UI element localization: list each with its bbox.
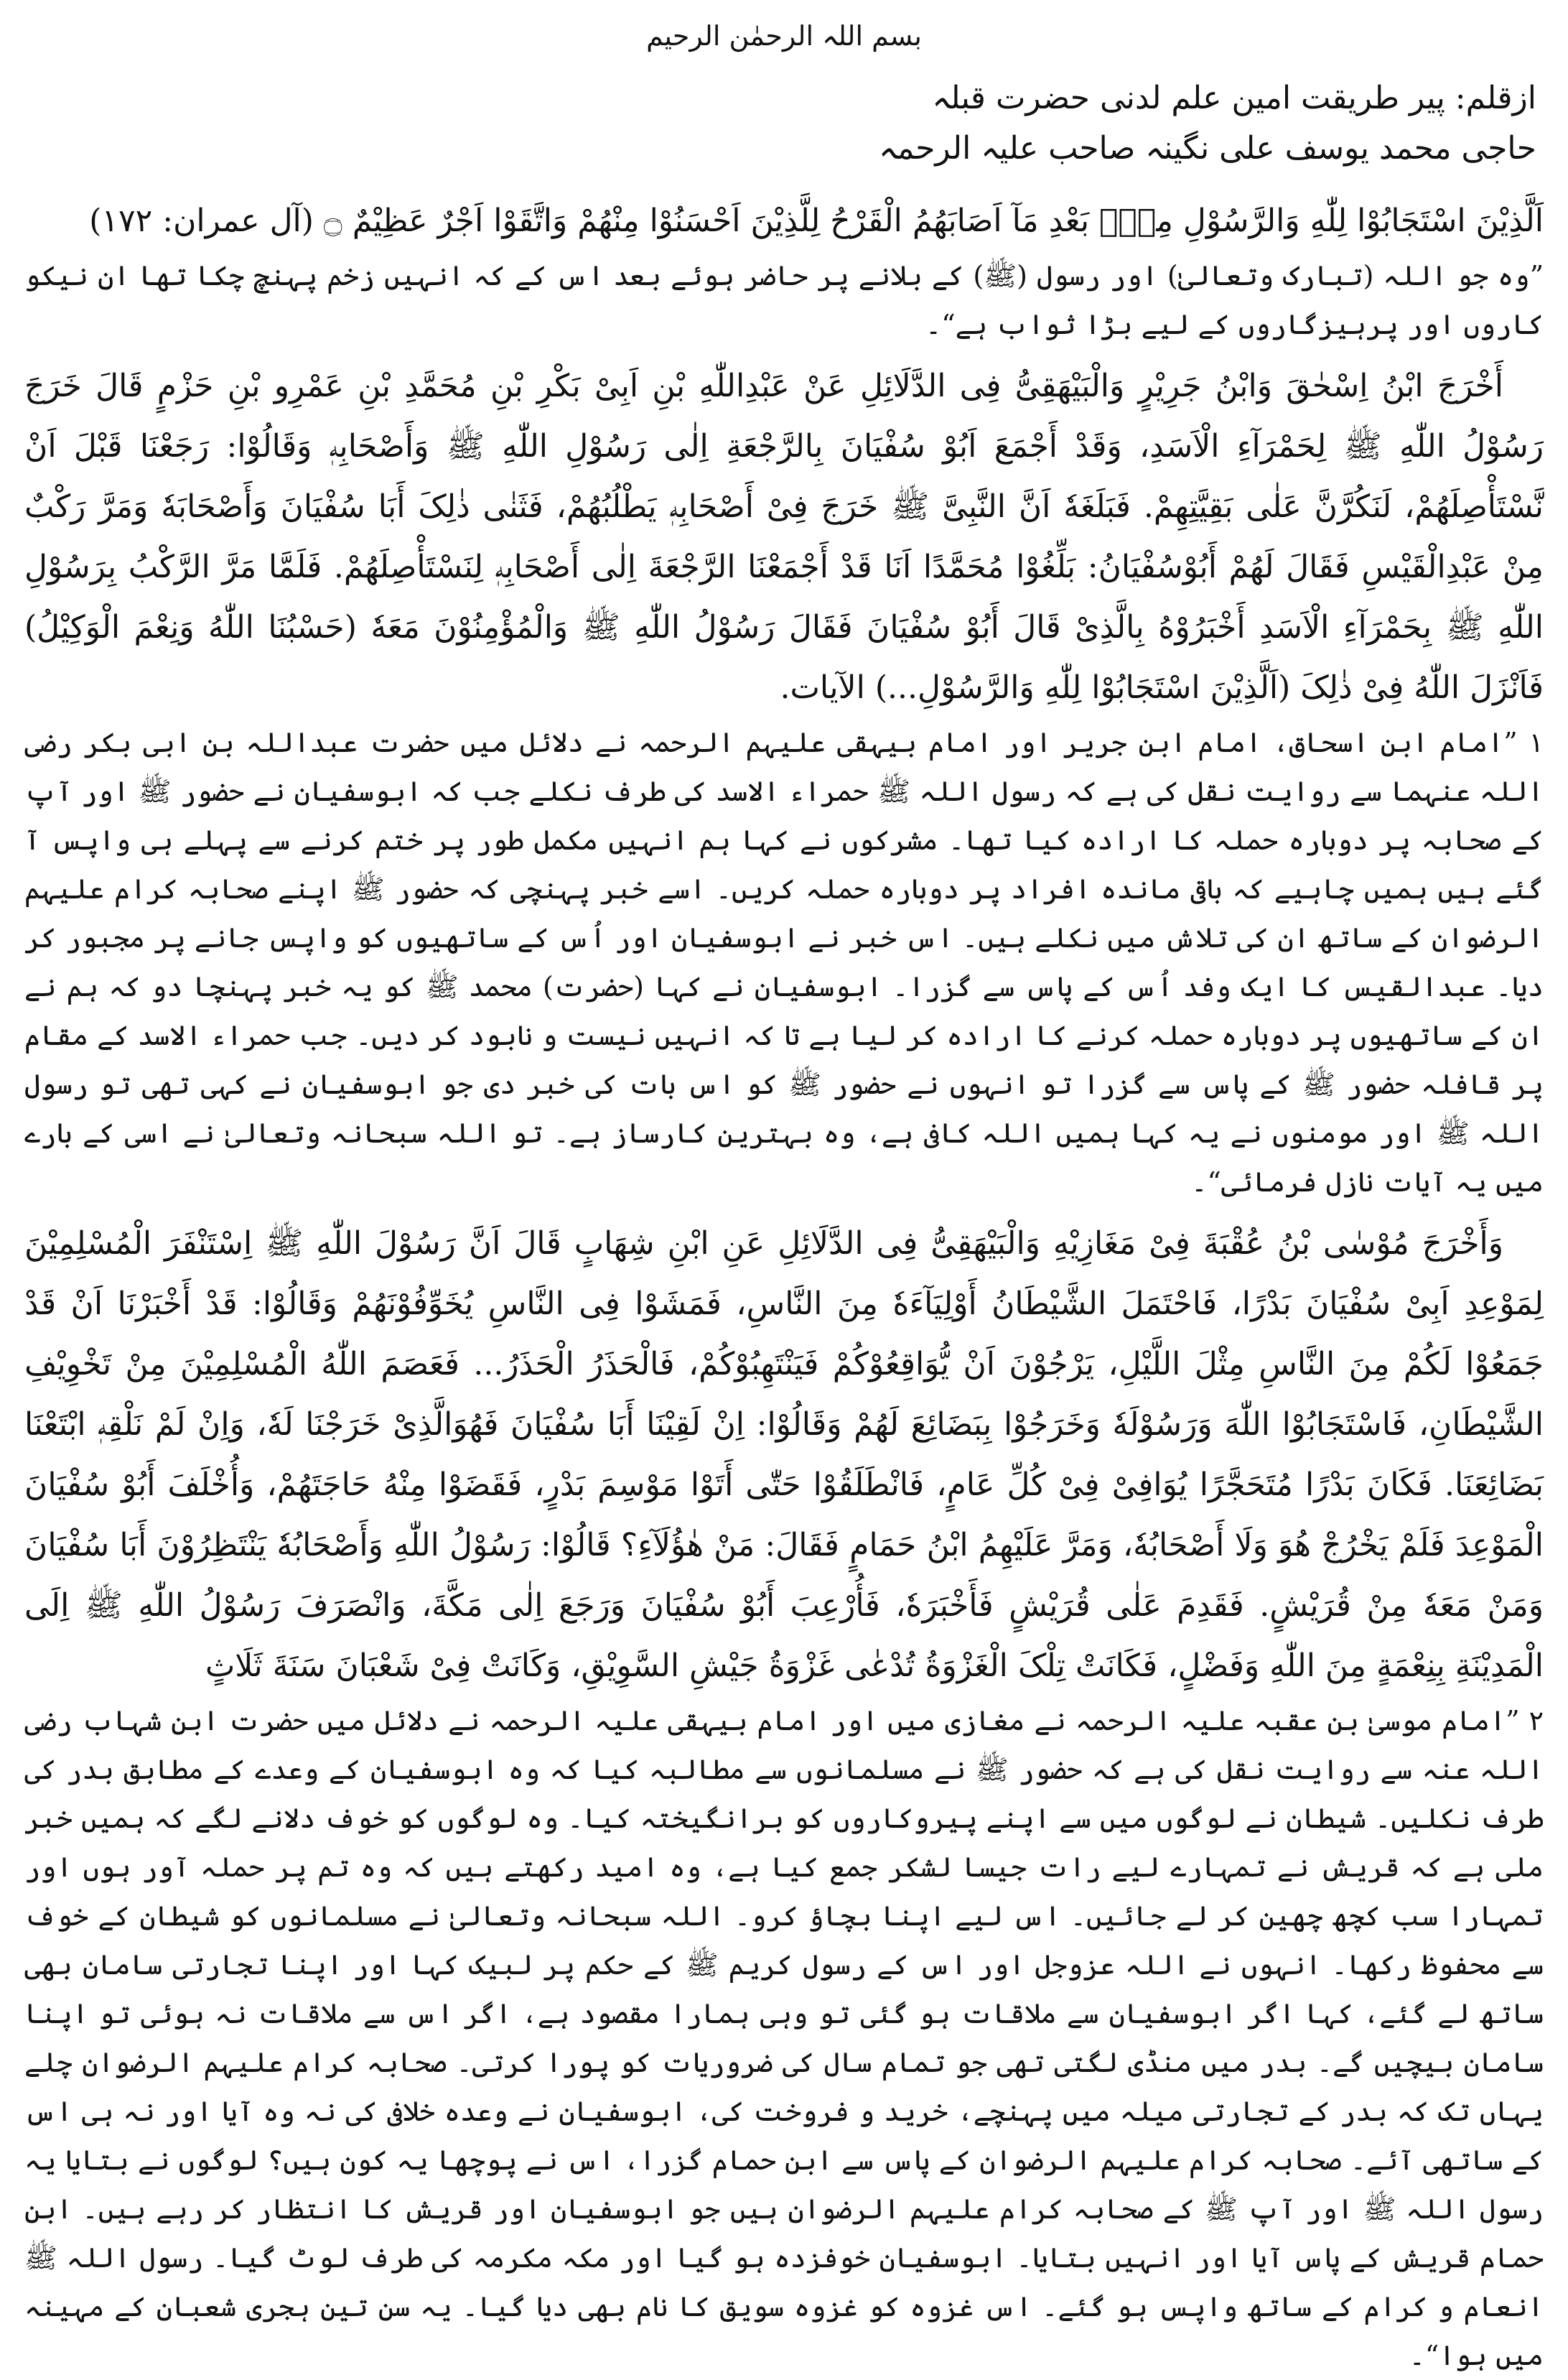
narration-1-arabic: أَخْرَجَ ابْنُ اِسْحٰقَ وَابْنُ جَرِیْرٍ وَالْبَیْهَقِیُّ فِی الدَّلَائِلِ عَنْ عَبْدِاللّٰهِ بْنِ اَبِیْ بَکْرِ بْنِ مُحَمَّدِ بْنِ عَمْرِو بْنِ حَزْمٍ قَالَ خَرَجَ رَسُوْلُ اللّٰهِ ﷺ لِحَمْرَآءِ الْاَسَدِ، وَقَدْ أَجْمَعَ اَبُوْ سُفْیَانَ بِالرَّجْعَةِ اِلٰی رَسُوْلِ اللّٰهِ ﷺ وَأَصْحَابِهٖ وَقَالُوْا: رَجَعْنَا قَبْلَ اَنْ نَّسْتَأْصِلَهُمْ، لَنَکُرَّنَّ عَلٰی بَقِیَّتِهِمْ. فَبَلَغَهٗ اَنَّ النَّبِیَّ ﷺ خَرَجَ فِیْ أَصْحَابِهٖ یَطْلُبُهُمْ، فَثَنٰی ذٰلِکَ أَبَا سُفْیَانَ وَأَصْحَابَهٗ وَمَرَّ رَکْبٌ مِنْ عَبْدِالْقَیْسِ فَقَالَ لَهُمْ أَبُوْسُفْیَانُ: بَلِّغُوْا مُحَمَّدًا اَنَا قَدْ أَجْمَعْنَا الرَّجْعَةَ اِلٰی أَصْحَابِهٖ لِنَسْتَأْصِلَهُمْ. فَلَمَّا مَرَّ الرَّکْبُ بِرَسُوْلِ اللّٰهِ ﷺ بِحَمْرَآءِ الْاَسَدِ أَخْبَرُوْهُ بِالَّذِیْ قَالَ أَبُوْ سُفْیَانَ فَقَالَ رَسُوْلُ اللّٰهِ ﷺ وَالْمُؤْمِنُوْنَ مَعَهٗ (حَسْبُنَا اللّٰهُ وَنِعْمَ الْوَکِیْلُ) فَاَنْزَلَ اللّٰهُ فِیْ ذٰلِکَ (اَلَّذِیْنَ اسْتَجَابُوْا لِلّٰهِ وَالرَّسُوْلِ...) الآیات. [24, 368, 1544, 706]
quran-verse: اَلَّذِیْنَ اسْتَجَابُوْا لِلّٰهِ وَالرَّسُوْلِ مِنْۢ بَعْدِ مَآ اَصَابَهُمُ الْقَرْحُ لِلَّذِیْنَ اَحْسَنُوْا مِنْهُمْ وَاتَّقَوْا اَجْرٌ عَظِیْمٌ ۝ (آل عمران: ۱۷۲) [89, 203, 1544, 239]
verse-translation: ”وہ جو اللہ (تبارک وتعالیٰ) اور رسول (ﷺ) کے بلانے پر حاضر ہوئے بعد اس کے کہ انہیں زخم پہنچ چکا تھا ان نیکو کاروں اور پرہیزگاروں کے لیے بڑا ثواب ہے“۔ [24, 260, 1544, 340]
basmala: بسم اللہ الرحمٰن الرحیم [646, 20, 922, 52]
narration-2 [24, 1214, 1544, 2380]
author-byline: ازقلم: پیر طریقت امین علم لدنی حضرت قبلہ [932, 80, 1536, 116]
author-name: حاجی محمد یوسف علی نگینہ صاحب علیہ الرحمہ [878, 130, 1536, 167]
narration-2-translation: ۲ ”امام موسیٰ بن عقبہ علیہ الرحمہ نے مغازی میں اور امام بیہقی علیہ الرحمہ نے دلائل میں حضرت ابن شہاب رضی اللہ عنہ سے روایت نقل کی ہے کہ حضور ﷺ نے مسلمانوں سے مطالبہ کیا کہ وہ ابوسفیان کے وعدے کے مطابق بدر کی طرف نکلیں۔ شیطان نے لوگوں میں سے اپنے پیروکاروں کو برانگیختہ کیا۔ وہ لوگوں کو خوف دلانے لگے کہ ہمیں خبر ملی ہے کہ قریش نے تمہارے لیے رات جیسا لشکر جمع کیا ہے، وہ امید رکھتے ہیں کہ وہ تم پر حملہ آور ہوں اور تمہارا سب کچھ چھین کر لے جائیں۔ اس لیے اپنا بچاؤ کرو۔ اللہ سبحانہ وتعالیٰ نے مسلمانوں کو شیطان کے خوف سے محفوظ رکھا۔ انہوں نے اللہ عزوجل اور اس کے رسول کریم ﷺ کے حکم پر لبیک کہا اور اپنا تجارتی سامان بھی ساتھ لے گئے، کہا اگر ابوسفیان سے ملاقات ہو گئی تو وہی ہمارا مقصود ہے، اگر اس سے ملاقات نہ ہوئی تو اپنا سامان بیچیں گے۔ بدر میں منڈی لگتی تھی جو تمام سال کی ضروریات کو پورا کرتی۔ صحابہ کرام علیہم الرضوان چلے یہاں تک کہ بدر کے تجارتی میلہ میں پہنچے، خرید و فروخت کی، ابوسفیان نے وعدہ خلافی کی نہ وہ آیا اور نہ ہی اس کے ساتھی آئے۔ صحابہ کرام علیہم الرضوان کے پاس سے ابن حمام گزرا، اس نے پوچھا یہ کون ہیں؟ لوگوں نے بتایا یہ رسول اللہ ﷺ اور آپ ﷺ کے صحابہ کرام علیہم الرضوان ہیں جو ابوسفیان اور قریش کا انتظار کر رہے ہیں۔ ابن حمام قریش کے پاس آیا اور انہیں بتایا۔ ابوسفیان خوفزدہ ہو گیا اور مکہ مکرمہ کی طرف لوٹ گیا۔ رسول اللہ ﷺ انعام و کرام کے ساتھ واپس ہو گئے۔ اس غزوہ کو غزوہ سویق کا نام بھی دیا گیا۔ یہ سن تین ہجری شعبان کے مہینہ میں ہوا“۔ [24, 1705, 1544, 2371]
narration-1-translation: ۱ ”امام ابن اسحاق، امام ابن جریر اور امام بیہقی علیہم الرحمہ نے دلائل میں حضرت عبداللہ بن ابی بکر رضی اللہ عنہما سے روایت نقل کی ہے کہ رسول اللہ ﷺ حمراء الاسد کی طرف نکلے جب کہ ابوسفیان نے حضور ﷺ اور آپ کے صحابہ پر دوبارہ حملہ کا ارادہ کیا تھا۔ مشرکوں نے کہا ہم انہیں مکمل طور پر ختم کرنے سے پہلے ہی واپس آ گئے ہیں ہمیں چاہیے کہ باقی ماندہ افراد پر دوبارہ حملہ کریں۔ اسے خبر پہنچی کہ حضور ﷺ اپنے صحابہ کرام علیہم الرضوان کے ساتھ ان کی تلاش میں نکلے ہیں۔ اس خبر نے ابوسفیان اور اُس کے ساتھیوں کو واپس جانے پر مجبور کر دیا۔ عبدالقیس کا ایک وفد اُس کے پاس سے گزرا۔ ابوسفیان نے کہا (حضرت) محمد ﷺ کو یہ خبر پہنچا دو کہ ہم نے ان کے ساتھیوں پر دوبارہ حملہ کرنے کا ارادہ کر لیا ہے تا کہ انہیں نیست و نابود کر دیں۔ جب حمراء الاسد کے مقام پر قافلہ حضور ﷺ کے پاس سے گزرا تو انہوں نے حضور ﷺ کو اس بات کی خبر دی جو ابوسفیان نے کہی تھی تو رسول اللہ ﷺ اور مومنوں نے یہ کہا ہمیں اللہ کافی ہے، وہ بہترین کارساز ہے۔ تو اللہ سبحانہ وتعالیٰ نے اسی کے بارے میں یہ آیات نازل فرمائی“۔ [24, 727, 1544, 1198]
verse-section [24, 191, 1544, 349]
narration-2-arabic: وَأَخْرَجَ مُوْسٰی بْنُ عُقْبَةَ فِیْ مَغَازِیْهِ وَالْبَیْهَقِیُّ فِی الدَّلَائِلِ عَنِ ابْنِ شِهَابٍ قَالَ اَنَّ رَسُوْلَ اللّٰهِ ﷺ اِسْتَنْفَرَ الْمُسْلِمِیْنَ لِمَوْعِدِ اَبِیْ سُفْیَانَ بَدْرًا، فَاحْتَمَلَ الشَّیْطَانُ أَوْلِیَآءَهٗ مِنَ النَّاسِ، فَمَشَوْا فِی النَّاسِ یُخَوِّفُوْنَهُمْ وَقَالُوْا: قَدْ أَخْبَرْنَا اَنْ قَدْ جَمَعُوْا لَکُمْ مِنَ النَّاسِ مِثْلَ اللَّیْلِ، یَرْجُوْنَ اَنْ یُّوَاقِعُوْکُمْ فَیَنْتَهِبُوْکُمْ، فَالْحَذَرُ الْحَذَرُ... فَعَصَمَ اللّٰهُ الْمُسْلِمِیْنَ مِنْ تَخْوِیْفِ الشَّیْطَانِ، فَاسْتَجَابُوْا اللّٰهَ وَرَسُوْلَهٗ وَخَرَجُوْا بِبَضَائِعَ لَهُمْ وَقَالُوْا: اِنْ لَقِیْنَا أَبَا سُفْیَانَ فَهُوَالَّذِیْ خَرَجْنَا لَهٗ، وَاِنْ لَمْ نَلْقِهٖ ابْتَعْنَا بَضَائِعَنَا. فَکَانَ بَدْرًا مُتَحَجَّرًا یُوَافِیْ فِیْ کُلِّ عَامٍ، فَانْطَلَقُوْا حَتّٰی أَتَوْا مَوْسِمَ بَدْرٍ، فَقَضَوْا مِنْهُ حَاجَتَهُمْ، وَأُخْلَفَ أَبُوْ سُفْیَانَ الْمَوْعِدَ فَلَمْ یَخْرُجْ هُوَ وَلَا أَصْحَابُهٗ، وَمَرَّ عَلَیْهِمُ ابْنُ حَمَامٍ فَقَالَ: مَنْ هٰؤُلَآءِ؟ قَالُوْا: رَسُوْلُ اللّٰهِ وَأَصْحَابُهٗ یَنْتَظِرُوْنَ أَبَا سُفْیَانَ وَمَنْ مَعَهٗ مِنْ قُرَیْشٍ. فَقَدِمَ عَلٰی قُرَیْشٍ فَأَخْبَرَهٗ، فَأُرْعِبَ أَبُوْ سُفْیَانَ وَرَجَعَ اِلٰی مَکَّةَ، وَانْصَرَفَ رَسُوْلُ اللّٰهِ ﷺ اِلَی الْمَدِیْنَةِ بِنِعْمَةٍ مِنَ اللّٰهِ وَفَضْلٍ، فَکَانَتْ تِلْکَ الْغَزْوَةُ تُدْعٰی غَزْوَةُ جَیْشِ السَّوِیْقِ، وَکَانَتْ فِیْ شَعْبَانَ سَنَةَ ثَلَاثٍ [24, 1225, 1544, 1684]
author-block [24, 73, 1544, 174]
narration-1 [24, 356, 1544, 1207]
